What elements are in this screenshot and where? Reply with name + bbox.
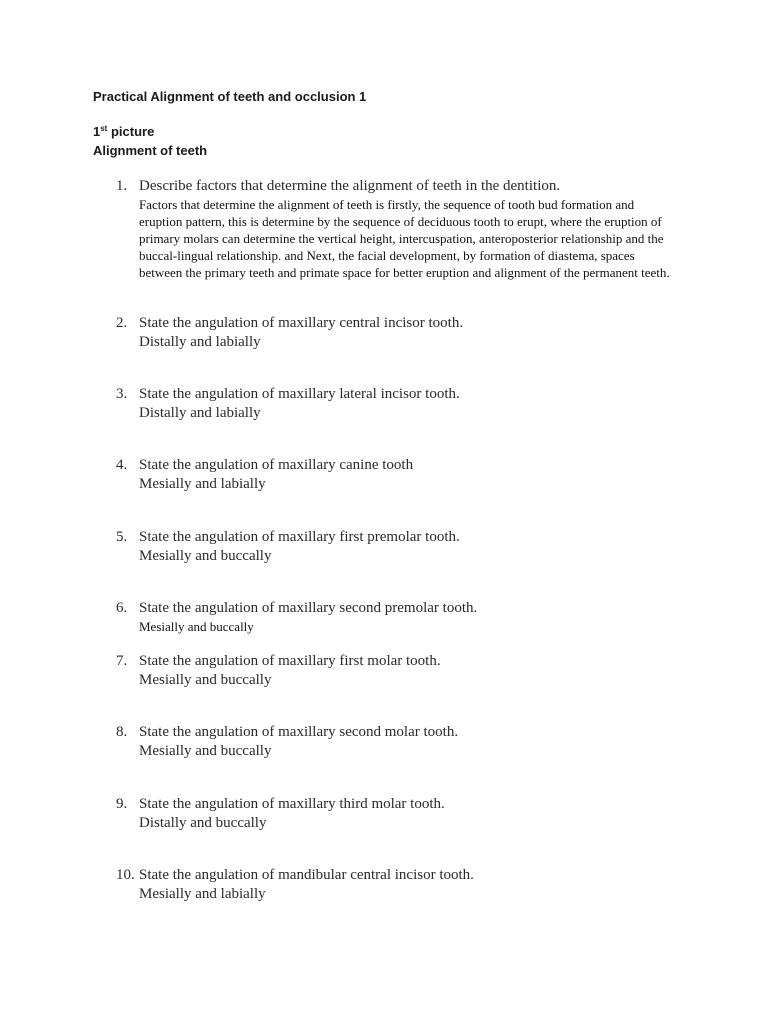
answer-text: Mesially and buccally bbox=[139, 548, 272, 564]
question-text: State the angulation of maxillary first premolar tooth. bbox=[139, 529, 460, 545]
answer-text: Factors that determine the alignment of teeth is firstly, the sequence of tooth bud formation and eruption pattern, this is determine by the sequence of deciduous tooth to erupt, where the eruption of primary molars can determine the vertical height, intercuspation, anteroposterior relationship and the buccal-lingual relationship. and Next, the facial development, by formation of diastema, spaces between the primary teeth and primate space for better eruption and alignment of the permanent teeth. bbox=[139, 197, 670, 280]
question-item bbox=[116, 528, 676, 566]
question-number: 6. bbox=[116, 600, 128, 616]
picture-heading-label: picture bbox=[107, 124, 155, 139]
question-text: Describe factors that determine the alignment of teeth in the dentition. bbox=[139, 178, 561, 194]
question-item bbox=[116, 652, 676, 690]
question-item bbox=[116, 385, 676, 423]
answer-text: Mesially and labially bbox=[139, 476, 266, 492]
picture-heading-number: 1 bbox=[93, 124, 101, 139]
question-number: 3. bbox=[116, 386, 128, 402]
question-number: 5. bbox=[116, 529, 128, 545]
question-item bbox=[116, 795, 676, 833]
answer-text: Distally and labially bbox=[139, 334, 261, 350]
question-item bbox=[116, 177, 676, 281]
question-text: State the angulation of maxillary lateral incisor tooth. bbox=[139, 386, 460, 402]
question-number: 8. bbox=[116, 724, 128, 740]
answer-text: Mesially and labially bbox=[139, 886, 266, 902]
question-text: State the angulation of mandibular central incisor tooth. bbox=[139, 867, 474, 883]
section-heading: Alignment of teeth bbox=[93, 143, 208, 158]
picture-heading-ordinal: st bbox=[100, 124, 108, 133]
question-number: 1. bbox=[116, 178, 128, 194]
question-item bbox=[116, 456, 676, 494]
question-item bbox=[116, 723, 676, 761]
answer-text: Mesially and buccally bbox=[139, 672, 272, 688]
question-text: State the angulation of maxillary third molar tooth. bbox=[139, 796, 445, 812]
question-item bbox=[116, 314, 676, 352]
question-item bbox=[116, 599, 676, 635]
question-number: 7. bbox=[116, 653, 128, 669]
question-number: 9. bbox=[116, 796, 128, 812]
answer-text: Mesially and buccally bbox=[139, 619, 254, 634]
question-number: 2. bbox=[116, 315, 128, 331]
picture-heading bbox=[93, 124, 154, 139]
question-number: 4. bbox=[116, 457, 128, 473]
answer-text: Mesially and buccally bbox=[139, 743, 272, 759]
answer-text: Distally and buccally bbox=[139, 815, 267, 831]
document-title: Practical Alignment of teeth and occlusion 1 bbox=[93, 89, 367, 104]
answer-text: Distally and labially bbox=[139, 405, 261, 421]
question-number: 10. bbox=[116, 867, 135, 883]
question-text: State the angulation of maxillary second premolar tooth. bbox=[139, 600, 478, 616]
question-text: State the angulation of maxillary central incisor tooth. bbox=[139, 315, 464, 331]
question-text: State the angulation of maxillary canine tooth bbox=[139, 457, 414, 473]
question-text: State the angulation of maxillary second molar tooth. bbox=[139, 724, 459, 740]
question-item bbox=[116, 866, 676, 904]
question-text: State the angulation of maxillary first molar tooth. bbox=[139, 653, 441, 669]
